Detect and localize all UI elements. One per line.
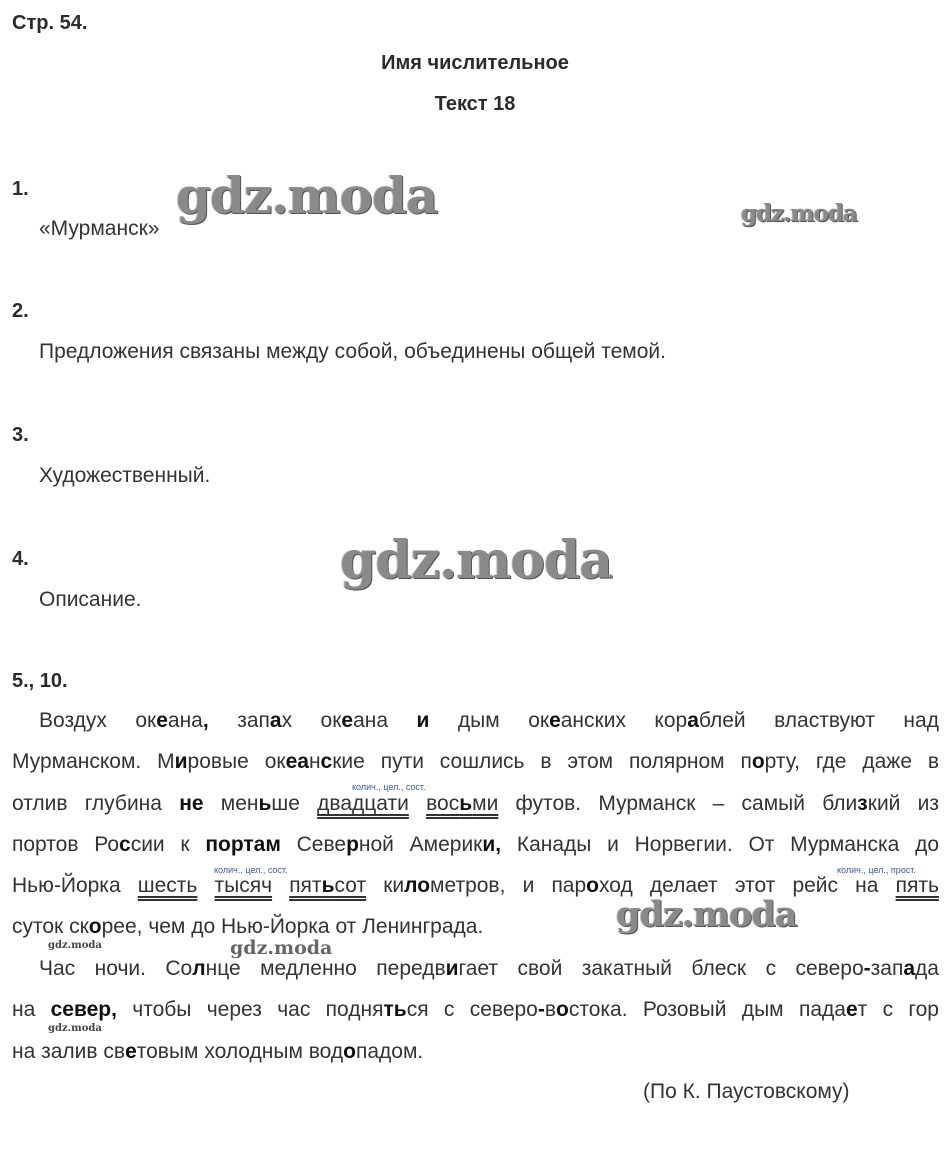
- watermark: gdz.moda: [176, 166, 438, 225]
- text-line: Воздух океана, запах океана и дым океанских кораблей властвуют над: [39, 709, 939, 732]
- question-number: 2.: [12, 300, 29, 322]
- numeral-annotation: колич., цел., сост.: [352, 782, 426, 792]
- text-line: суток скорее, чем до Нью-Йорка от Ленинграда.: [12, 915, 484, 938]
- answer-text: Описание.: [39, 588, 142, 611]
- text-line: Нью-Йорка шесть тысяч пятьсот километров, и пароход делает этот рейс на пять: [12, 874, 939, 897]
- question-number: 4.: [12, 548, 29, 570]
- question-number: 3.: [12, 424, 29, 446]
- numeral-annotation: колич., цел., сост.: [214, 865, 288, 875]
- watermark: gdz.moda: [230, 937, 333, 959]
- answer-text: «Мурманск»: [39, 217, 160, 240]
- page-number: Стр. 54.: [12, 12, 88, 34]
- answer-text: Предложения связаны между собой, объединены общей темой.: [39, 340, 666, 363]
- author-attribution: (По К. Паустовскому): [643, 1080, 850, 1103]
- question-number: 5., 10.: [12, 670, 68, 692]
- watermark: gdz.moda: [48, 1023, 102, 1034]
- watermark: gdz.moda: [616, 894, 797, 935]
- text-line: отлив глубина не меньше двадцати восьми футов. Мурманск – самый близкий из: [12, 792, 939, 815]
- question-number: 1.: [12, 178, 29, 200]
- watermark: gdz.moda: [741, 200, 857, 227]
- text-line: портов России к портам Северной Америки, Канады и Норвегии. От Мурманска до: [12, 833, 940, 856]
- text-line: Мурманском. Мировые океанские пути сошлись в этом полярном порту, где даже в: [12, 750, 940, 773]
- text-line: на север, чтобы через час подняться с северо-востока. Розовый дым падает с гор: [12, 998, 939, 1021]
- answer-text: Художественный.: [39, 464, 211, 487]
- text-line: на залив световым холодным водопадом.: [12, 1040, 424, 1063]
- page-subtitle: Текст 18: [434, 93, 516, 115]
- watermark: gdz.moda: [340, 530, 613, 591]
- text-line: Час ночи. Солнце медленно передвигает свой закатный блеск с северо-запада: [39, 957, 939, 980]
- watermark: gdz.moda: [48, 940, 102, 951]
- page-title: Имя числительное: [381, 52, 569, 74]
- numeral-annotation: колич., цел., прост.: [837, 865, 916, 875]
